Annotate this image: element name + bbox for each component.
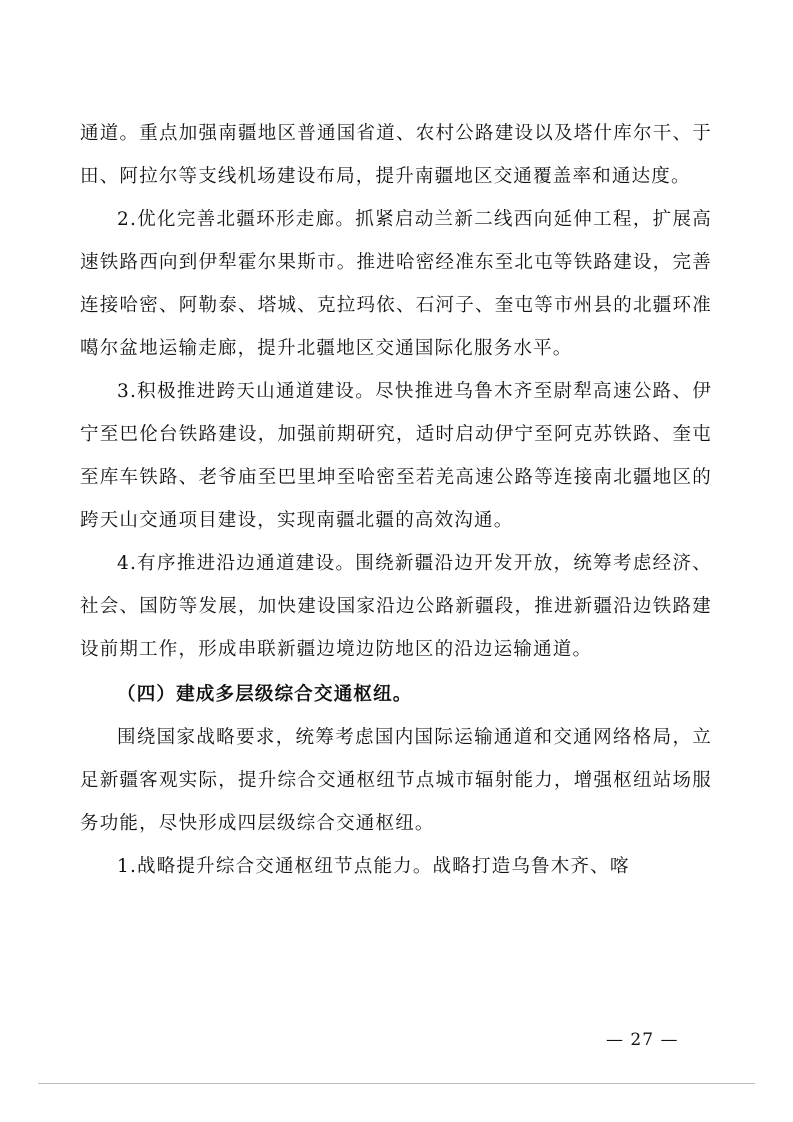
paragraph-item-4: 4.有序推进沿边通道建设。围绕新疆沿边开发开放，统筹考虑经济、社会、国防等发展，加快建设国家沿边公路新疆段，推进新疆沿边铁路建设前期工作，形成串联新疆边境边防地区的沿边运输通道。 — [80, 553, 712, 660]
footer-divider — [38, 1083, 755, 1084]
paragraph-intro: 围绕国家战略要求，统筹考虑国内国际运输通道和交通网络格局，立足新疆客观实际，提升综合交通枢纽节点城市辐射能力，增强枢纽站场服务功能，尽快形成四层级综合交通枢纽。 — [80, 727, 712, 834]
paragraph-item-3: 3.积极推进跨天山通道建设。尽快推进乌鲁木齐至尉犁高速公路、伊宁至巴伦台铁路建设，加强前期研究，适时启动伊宁至阿克苏铁路、奎屯至库车铁路、老爷庙至巴里坤至哈密至若羌高速公路等连接南北疆地区的跨天山交通项目建设，实现南疆北疆的高效沟通。 — [80, 381, 712, 531]
paragraph-continuation: 通道。重点加强南疆地区普通国省道、农村公路建设以及塔什库尔干、于田、阿拉尔等支线机场建设布局，提升南疆地区交通覆盖率和通达度。 — [80, 123, 712, 187]
section-heading: （四）建成多层级综合交通枢纽。 — [117, 684, 413, 705]
document-body — [80, 112, 712, 888]
page-number: — 27 — — [606, 1030, 679, 1050]
paragraph-item-1: 1.战略提升综合交通枢纽节点能力。战略打造乌鲁木齐、喀 — [117, 856, 630, 877]
paragraph-item-2: 2.优化完善北疆环形走廊。抓紧启动兰新二线西向延伸工程，扩展高速铁路西向到伊犁霍尔果斯市。推进哈密经准东至北屯等铁路建设，完善连接哈密、阿勒泰、塔城、克拉玛依、石河子、奎屯等市州县的北疆环准噶尔盆地运输走廊，提升北疆地区交通国际化服务水平。 — [80, 209, 712, 359]
